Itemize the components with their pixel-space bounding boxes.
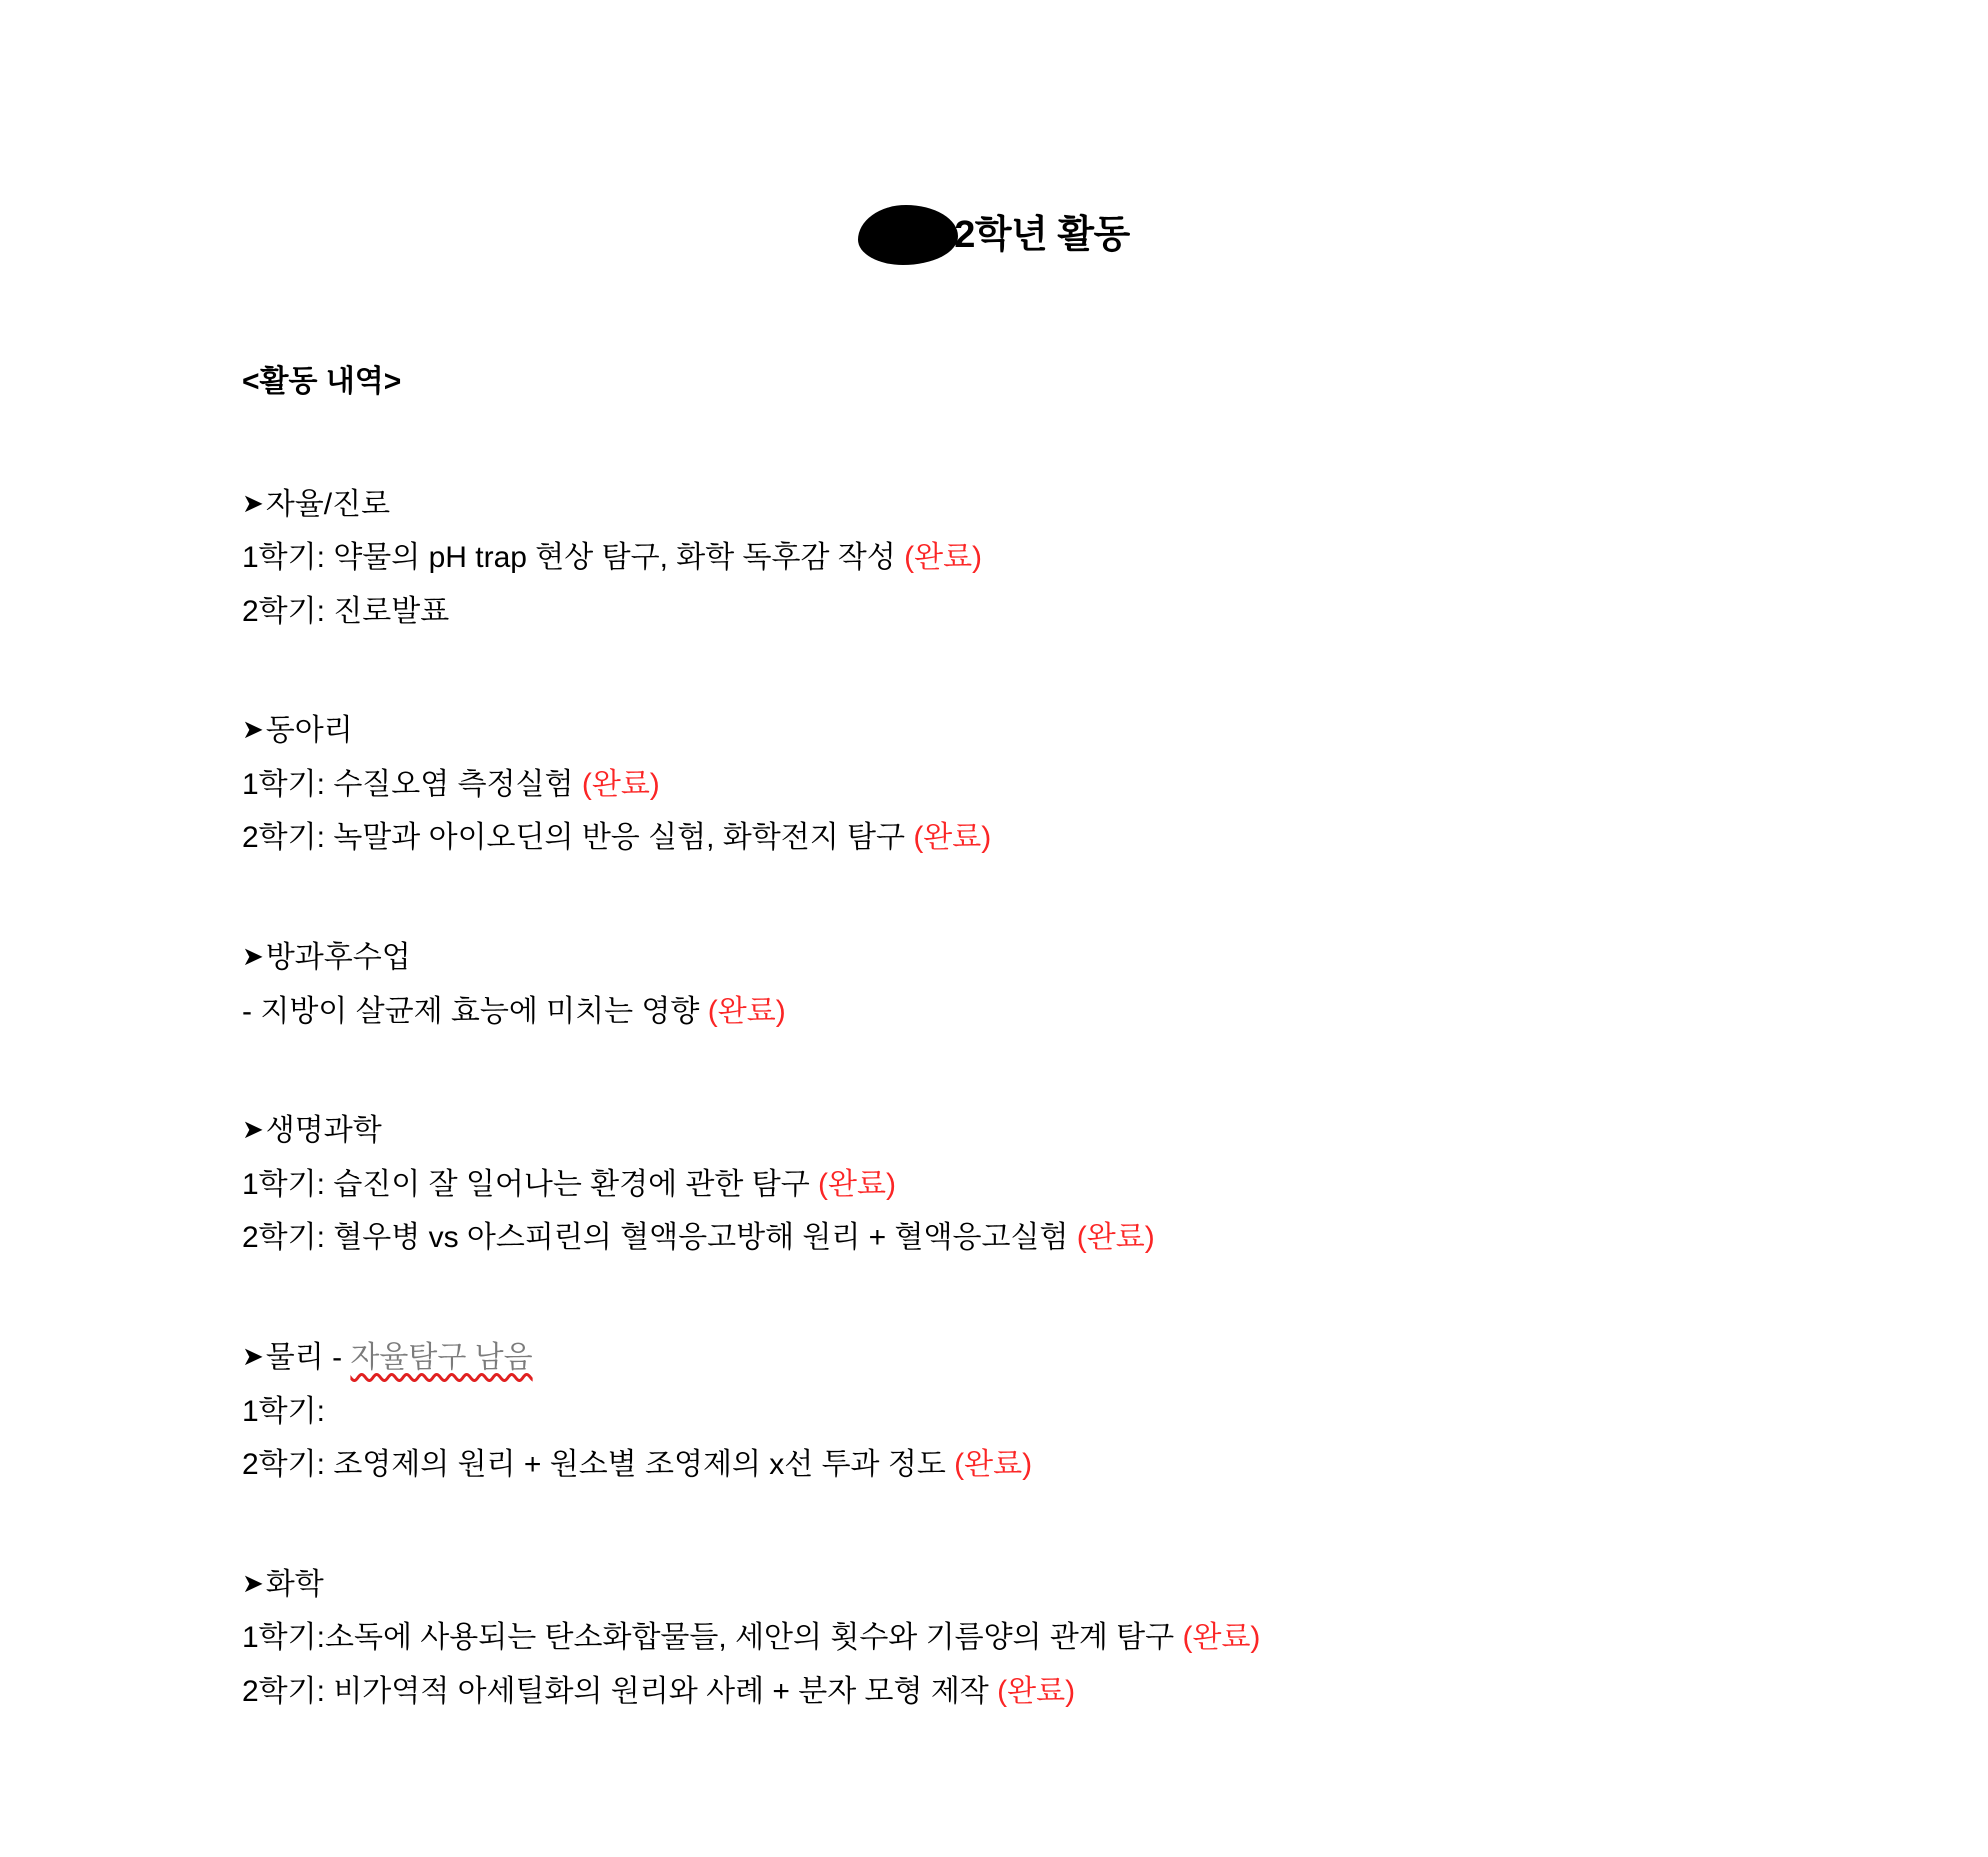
semester-label: 2학기: [242, 1675, 325, 1708]
activity-line [242, 535, 1802, 581]
activity-group-title [242, 482, 1802, 528]
status-badge: (완료) [707, 994, 786, 1028]
activity-line [242, 989, 1802, 1035]
activity-group-title [242, 1562, 1802, 1608]
activity-text: 녹말과 아이오딘의 반응 실험, 화학전지 탐구 [324, 821, 905, 855]
activity-group-name: 방과후수업 [265, 941, 411, 975]
activity-line [242, 589, 1802, 635]
activity-text: 습진이 잘 일어나는 환경에 관한 탐구 [324, 1167, 810, 1201]
activity-text: 비가역적 아세틸화의 원리와 사례 + 분자 모형 제작 [324, 1675, 989, 1708]
activity-group [242, 708, 1802, 861]
title-text: 2학년 활동 [954, 214, 1130, 256]
activity-group [242, 1562, 1802, 1715]
redaction-blob-icon [858, 205, 958, 265]
activity-text: 조영제의 원리 + 원소별 조영제의 x선 투과 정도 [324, 1448, 946, 1482]
semester-label: 1학기: [242, 1621, 325, 1655]
status-badge: (완료) [1182, 1621, 1261, 1655]
arrow-icon: ➤ [242, 1567, 264, 1598]
activity-group-name: 생명과학 [265, 1114, 382, 1148]
status-badge: (완료) [997, 1675, 1076, 1708]
semester-label: 1학기: [242, 541, 325, 575]
status-badge: (완료) [581, 767, 660, 801]
activity-group [242, 1335, 1802, 1488]
activity-text: 혈우병 vs 아스피린의 혈액응고방해 원리 + 혈액응고실험 [324, 1221, 1069, 1255]
status-badge: (완료) [954, 1448, 1033, 1482]
title-wrapper [858, 205, 1130, 265]
status-badge: (완료) [904, 541, 983, 575]
arrow-icon: ➤ [242, 487, 264, 518]
semester-label: 1학기: [242, 1394, 325, 1428]
arrow-icon: ➤ [242, 1114, 264, 1145]
activity-group-name: 물리 - [265, 1341, 351, 1375]
semester-label: 2학기: [242, 1221, 325, 1255]
activity-text: 약물의 pH trap 현상 탐구, 화학 독후감 작성 [324, 541, 896, 575]
activity-line [242, 762, 1802, 808]
activity-text: 수질오염 측정실험 [324, 767, 574, 801]
activity-group-title [242, 708, 1802, 754]
arrow-icon: ➤ [242, 714, 264, 745]
activity-group-title [242, 1108, 1802, 1154]
activity-text: 지방이 살균제 효능에 미치는 영향 [252, 994, 700, 1028]
status-badge: (완료) [818, 1167, 896, 1201]
activity-group-name: 자율/진로 [265, 487, 391, 521]
activity-line [242, 1215, 1802, 1261]
activity-group [242, 935, 1802, 1034]
activity-group-title [242, 1335, 1802, 1381]
activity-line [242, 1615, 1802, 1661]
activity-group-title [242, 935, 1802, 981]
semester-label: - [242, 994, 252, 1028]
semester-label: 1학기: [242, 767, 325, 801]
spellcheck-note: 자율탐구 남음 [350, 1341, 533, 1375]
document-body [242, 360, 1802, 1715]
semester-label: 1학기: [242, 1167, 325, 1201]
semester-label: 2학기: [242, 594, 325, 628]
activity-group-name: 동아리 [265, 714, 353, 748]
activity-group-name: 화학 [265, 1567, 324, 1601]
status-badge: (완료) [1076, 1221, 1155, 1255]
semester-label: 2학기: [242, 821, 325, 855]
activity-line [242, 815, 1802, 861]
activity-line [242, 1162, 1802, 1208]
arrow-icon: ➤ [242, 941, 264, 972]
status-badge: (완료) [913, 821, 992, 855]
activity-text: 소독에 사용되는 탄소화합물들, 세안의 횟수와 기름양의 관계 탐구 [324, 1621, 1175, 1655]
activity-group [242, 1108, 1802, 1261]
arrow-icon: ➤ [242, 1341, 264, 1372]
semester-label: 2학기: [242, 1448, 325, 1482]
document-title [0, 205, 1988, 275]
activity-group [242, 482, 1802, 635]
activity-line [242, 1442, 1802, 1488]
activity-text: 진로발표 [324, 594, 450, 628]
activity-line [242, 1669, 1802, 1715]
section-heading: <활동 내역> [242, 365, 402, 398]
activity-line [242, 1389, 1802, 1435]
